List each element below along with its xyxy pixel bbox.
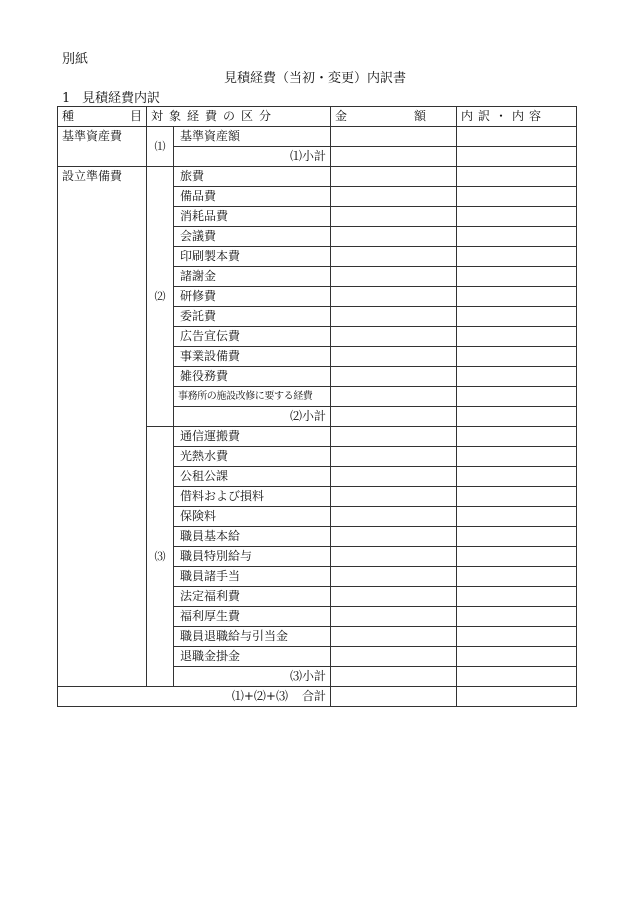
expense-item: 職員特別給与 [174, 547, 331, 567]
header-amount-a: 金 [335, 109, 348, 123]
item-amount-cell[interactable] [331, 227, 457, 247]
item-amount-cell[interactable] [331, 527, 457, 547]
expense-item: 委託費 [174, 307, 331, 327]
item-amount-cell[interactable] [331, 207, 457, 227]
expense-item: 会議費 [174, 227, 331, 247]
expense-breakdown-table [57, 106, 577, 707]
item-details-cell[interactable] [457, 187, 577, 207]
item-amount-cell[interactable] [331, 487, 457, 507]
grand-total-amount-cell[interactable] [331, 687, 457, 707]
item-amount-cell[interactable] [331, 447, 457, 467]
item-details-cell[interactable] [457, 347, 577, 367]
grand-total-formula: ⑴+⑵+⑶ [231, 689, 288, 703]
table-row [58, 127, 577, 147]
item-amount-cell[interactable] [331, 507, 457, 527]
item-amount-cell[interactable] [331, 267, 457, 287]
item-amount-cell[interactable] [331, 187, 457, 207]
header-amount [331, 107, 457, 127]
expense-item: 職員諸手当 [174, 567, 331, 587]
item-details-cell[interactable] [457, 487, 577, 507]
header-type [58, 107, 147, 127]
subtotal-amount-cell[interactable] [331, 147, 457, 167]
expense-item: 事業設備費 [174, 347, 331, 367]
expense-item: 保険料 [174, 507, 331, 527]
item-amount-cell[interactable] [331, 547, 457, 567]
item-details-cell[interactable] [457, 127, 577, 147]
section-heading [62, 87, 160, 106]
subtotal-label: ⑶小計 [174, 667, 331, 687]
expense-item: 福利厚生費 [174, 607, 331, 627]
item-details-cell[interactable] [457, 507, 577, 527]
group-marker: ⑵ [147, 167, 174, 427]
item-amount-cell[interactable] [331, 587, 457, 607]
section-number: 1 [62, 91, 71, 106]
item-details-cell[interactable] [457, 327, 577, 347]
item-amount-cell[interactable] [331, 387, 457, 407]
section-heading-text: 見積経費内訳 [82, 91, 161, 106]
expense-item: 基準資産額 [174, 127, 331, 147]
subtotal-label: ⑴小計 [174, 147, 331, 167]
expense-item: 事務所の施設改修に要する経費 [174, 387, 331, 407]
item-amount-cell[interactable] [331, 287, 457, 307]
item-amount-cell[interactable] [331, 247, 457, 267]
expense-item: 印刷製本費 [174, 247, 331, 267]
item-details-cell[interactable] [457, 367, 577, 387]
expense-item: 雑役務費 [174, 367, 331, 387]
item-amount-cell[interactable] [331, 627, 457, 647]
header-type-a: 種 [62, 109, 75, 123]
item-details-cell[interactable] [457, 267, 577, 287]
item-details-cell[interactable] [457, 387, 577, 407]
item-details-cell[interactable] [457, 627, 577, 647]
expense-item: 諸謝金 [174, 267, 331, 287]
item-details-cell[interactable] [457, 607, 577, 627]
item-amount-cell[interactable] [331, 647, 457, 667]
item-details-cell[interactable] [457, 287, 577, 307]
item-details-cell[interactable] [457, 567, 577, 587]
expense-item: 職員退職給与引当金 [174, 627, 331, 647]
expense-item: 広告宣伝費 [174, 327, 331, 347]
item-details-cell[interactable] [457, 307, 577, 327]
expense-item: 通信運搬費 [174, 427, 331, 447]
table-header-row [58, 107, 577, 127]
item-details-cell[interactable] [457, 227, 577, 247]
header-type-b: 目 [129, 109, 142, 123]
expense-item: 研修費 [174, 287, 331, 307]
item-details-cell[interactable] [457, 247, 577, 267]
item-amount-cell[interactable] [331, 347, 457, 367]
item-amount-cell[interactable] [331, 167, 457, 187]
group-marker: ⑶ [147, 427, 174, 687]
item-amount-cell[interactable] [331, 327, 457, 347]
subtotal-details-cell[interactable] [457, 147, 577, 167]
subtotal-amount-cell[interactable] [331, 667, 457, 687]
item-amount-cell[interactable] [331, 307, 457, 327]
item-details-cell[interactable] [457, 647, 577, 667]
header-amount-b: 額 [414, 109, 427, 123]
item-details-cell[interactable] [457, 547, 577, 567]
item-details-cell[interactable] [457, 527, 577, 547]
subtotal-label: ⑵小計 [174, 407, 331, 427]
expense-item: 公租公課 [174, 467, 331, 487]
expense-item: 退職金掛金 [174, 647, 331, 667]
grand-total-row [58, 687, 577, 707]
group-marker: ⑴ [147, 127, 174, 167]
item-details-cell[interactable] [457, 467, 577, 487]
expense-item: 光熱水費 [174, 447, 331, 467]
item-details-cell[interactable] [457, 587, 577, 607]
expense-item: 旅費 [174, 167, 331, 187]
item-details-cell[interactable] [457, 167, 577, 187]
item-amount-cell[interactable] [331, 367, 457, 387]
expense-item: 法定福利費 [174, 587, 331, 607]
table-body [58, 127, 577, 707]
attachment-label: 別紙 [62, 52, 89, 67]
header-details: 内訳・内容 [457, 107, 577, 127]
item-details-cell[interactable] [457, 207, 577, 227]
subtotal-details-cell[interactable] [457, 407, 577, 427]
item-amount-cell[interactable] [331, 607, 457, 627]
table-row [58, 167, 577, 187]
item-amount-cell[interactable] [331, 427, 457, 447]
subtotal-details-cell[interactable] [457, 667, 577, 687]
expense-item: 借料および損料 [174, 487, 331, 507]
grand-total-details-cell[interactable] [457, 687, 577, 707]
kind-cell: 設立準備費 [58, 167, 147, 687]
subtotal-amount-cell[interactable] [331, 407, 457, 427]
grand-total-label [58, 687, 331, 707]
expense-item: 備品費 [174, 187, 331, 207]
header-category: 対象経費の区分 [147, 107, 331, 127]
expense-item: 消耗品費 [174, 207, 331, 227]
item-amount-cell[interactable] [331, 467, 457, 487]
item-details-cell[interactable] [457, 427, 577, 447]
grand-total-text: 合計 [302, 689, 327, 703]
item-amount-cell[interactable] [331, 567, 457, 587]
document-title: 見積経費（当初・変更）内訳書 [223, 71, 406, 86]
item-amount-cell[interactable] [331, 127, 457, 147]
kind-cell: 基準資産費 [58, 127, 147, 167]
item-details-cell[interactable] [457, 447, 577, 467]
expense-item: 職員基本給 [174, 527, 331, 547]
